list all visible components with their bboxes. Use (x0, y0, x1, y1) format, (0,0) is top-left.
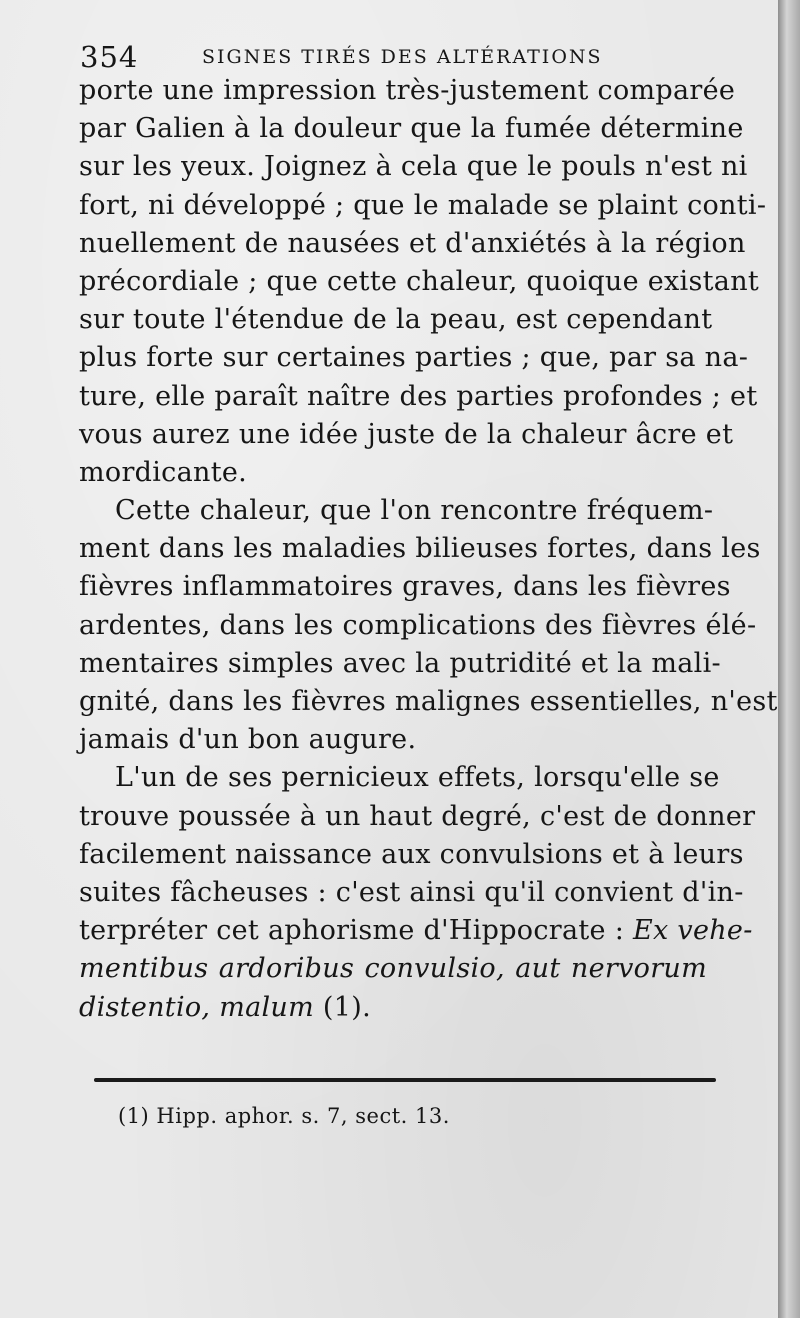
text-line: par Galien à la douleur que la fumée détermine (79, 113, 744, 145)
text-line: L'un de ses pernicieux effets, lorsqu'elle se (115, 762, 720, 794)
latin-quote: Ex vehe- (632, 915, 753, 947)
text-line: suites fâcheuses : c'est ainsi qu'il convient d'in- (79, 876, 744, 908)
text-line (79, 989, 707, 1027)
text-line: sur toute l'étendue de la peau, est cependant (79, 304, 713, 336)
text-line: gnité, dans les fièvres malignes essentielles, n'est (79, 686, 778, 717)
text-line: jamais d'un bon augure. (79, 724, 417, 756)
paragraph-2 (79, 492, 778, 759)
text-line: trouve poussée à un haut degré, c'est de donner (79, 800, 756, 832)
page-number: 354 (80, 40, 139, 74)
paragraph-1 (79, 72, 767, 492)
text-line: Cette chaleur, que l'on rencontre fréquem- (115, 495, 714, 527)
text-line: vous aurez une idée juste de la chaleur âcre et (79, 418, 734, 450)
text-line: mentaires simples avec la putridité et la mali- (79, 647, 721, 679)
text-line (79, 912, 753, 950)
text-line: nuellement de nausées et d'anxiétés à la région (79, 227, 746, 259)
text-line: ture, elle paraît naître des parties profondes ; et (79, 380, 758, 412)
text-line: fort, ni développé ; que le malade se plaint conti- (79, 189, 767, 221)
text-line: fièvres inflammatoires graves, dans les fièvres (79, 571, 731, 603)
text-span: terpréter cet aphorisme d'Hippocrate : (79, 915, 625, 947)
text-line: plus forte sur certaines parties ; que, par sa na- (79, 342, 749, 374)
text-line: facilement naissance aux convulsions et à leurs (79, 838, 744, 870)
body-text (79, 72, 778, 1027)
text-line: ardentes, dans les complications des fièvres élé- (79, 609, 757, 641)
text-line: porte une impression très-justement comparée (79, 75, 736, 106)
text-line: mordicante. (79, 456, 248, 488)
footnote-reference: (1). (322, 991, 371, 1023)
page-edge (778, 0, 800, 1318)
text-line: sur les yeux. Joignez à cela que le pouls n'est ni (79, 151, 748, 183)
text-line: précordiale ; que cette chaleur, quoique existant (79, 265, 760, 297)
footnote: (1) Hipp. aphor. s. 7, sect. 13. (118, 1104, 450, 1128)
latin-quote: distentio, malum (79, 991, 315, 1023)
text-line: ment dans les maladies bilieuses fortes, dans les (79, 533, 761, 565)
running-header (80, 36, 720, 76)
running-title: SIGNES TIRÉS DES ALTÉRATIONS (202, 46, 603, 68)
footnote-rule (94, 1078, 716, 1082)
latin-quote-line: mentibus ardoribus convulsio, aut nervorum (79, 953, 707, 985)
paragraph-3 (79, 759, 756, 1026)
